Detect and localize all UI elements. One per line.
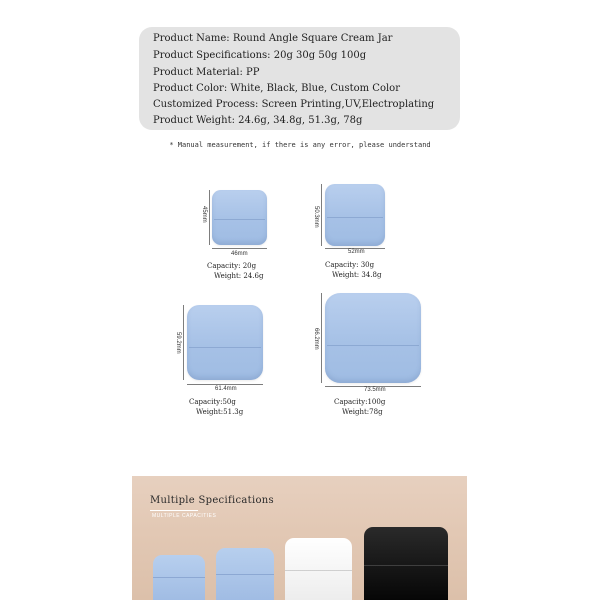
measurement-note: * Manual measurement, if there is any error, please understand [169,141,431,149]
capacity-100g: Capacity:100g [334,398,386,406]
jar-30g-image [325,184,385,246]
jar-20g-image [212,190,267,245]
width-label-20g: 46mm [231,251,248,257]
param-specifications: Product Specifications: 20g 30g 50g 100g [153,50,367,61]
param-color: Product Color: White, Black, Blue, Custom Color [153,83,400,94]
param-weight: Product Weight: 24.6g, 34.8g, 51.3g, 78g [153,115,363,126]
multiple-specifications-banner [132,476,467,600]
jar-100g-image [325,293,421,383]
capacity-50g: Capacity:50g [189,398,236,406]
width-dimension-line [212,248,267,249]
section-title [0,0,600,1]
banner-jar-black [364,527,448,600]
height-dimension-line [183,305,184,380]
width-dimension-line [187,384,263,385]
weight-50g: Weight:51.3g [196,408,244,416]
parameters-panel [139,27,460,130]
height-dimension-line [321,293,322,383]
width-label-50g: 61.4mm [215,386,237,392]
weight-20g: Weight: 24.6g [214,272,264,280]
height-label-50g: 59.2mm [175,332,181,354]
banner-jar-blue-medium [216,548,274,600]
param-process: Customized Process: Screen Printing,UV,Electroplating [153,99,435,110]
width-label-30g: 52mm [348,249,365,255]
capacity-30g: Capacity: 30g [325,261,375,269]
height-dimension-line [209,190,210,245]
param-product-name: Product Name: Round Angle Square Cream Jar [153,33,393,44]
banner-subtitle: MULTIPLE CAPACITIES [152,513,217,519]
param-material: Product Material: PP [153,67,260,78]
height-dimension-line [321,184,322,246]
height-label-30g: 50.3mm [313,206,319,228]
height-label-100g: 66.2mm [313,328,319,350]
banner-divider [150,510,198,511]
banner-jar-blue-small [153,555,205,600]
banner-title: Multiple Specifications [150,495,274,506]
width-label-100g: 73.5mm [364,387,386,393]
banner-jar-white [285,538,352,600]
weight-100g: Weight:78g [342,408,383,416]
height-label-20g: 45mm [201,206,207,223]
jar-50g-image [187,305,263,380]
capacity-20g: Capacity: 20g [207,262,257,270]
weight-30g: Weight: 34.8g [332,271,382,279]
